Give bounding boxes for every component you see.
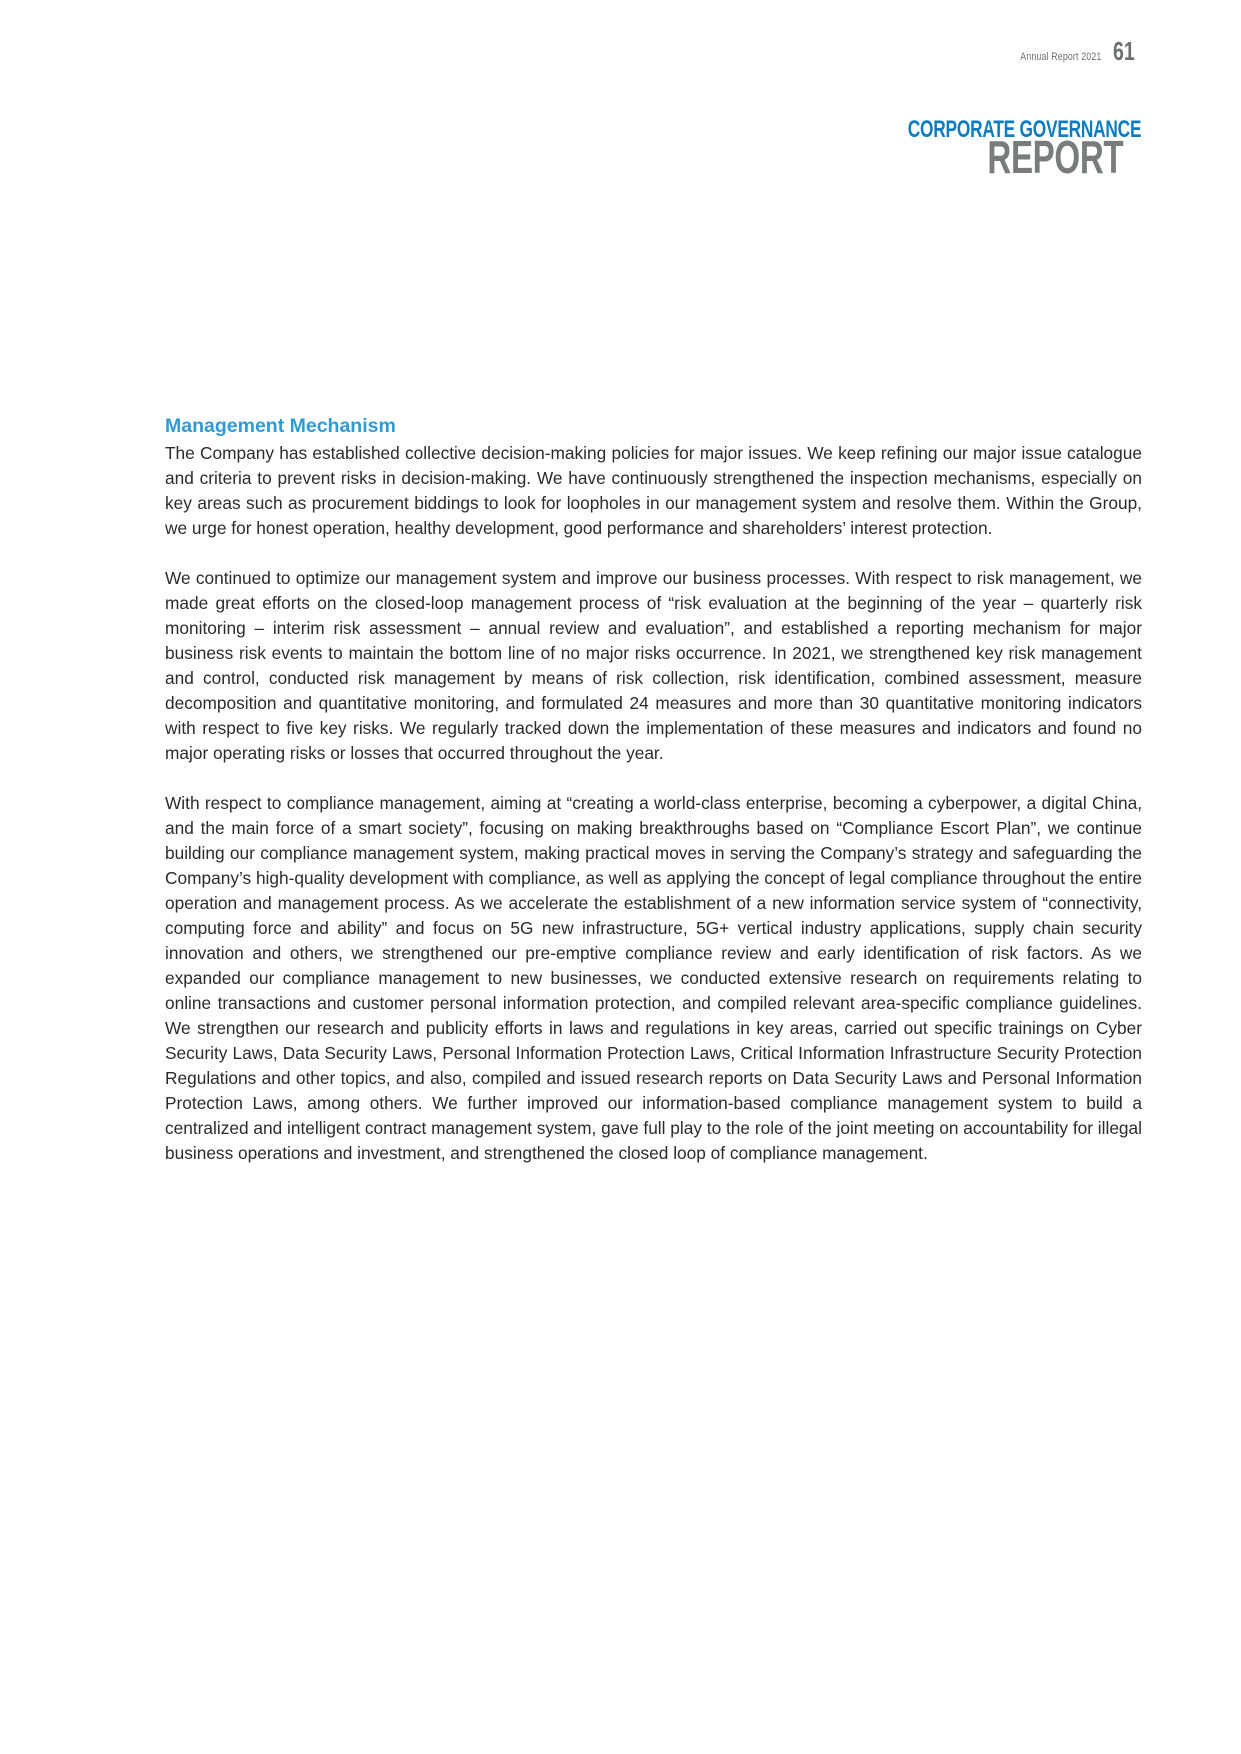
paragraph: We continued to optimize our management system and improve our business processes. With respect to risk management, we made great efforts on the closed-loop management process of “risk evaluation at the beginning of the year – quarterly risk monitoring – interim risk assessment – annual review and evaluation”, and established a reporting mechanism for major business risk events to maintain the bottom line of no major risks occurrence. In 2021, we strengthened key risk management and control, conducted risk management by means of risk collection, risk identification, combined assessment, measure decomposition and quantitative monitoring, and formulated 24 measures and more than 30 quantitative monitoring indicators with respect to five key risks. We regularly tracked down the implementation of these measures and indicators and found no major operating risks or losses that occurred throughout the year. (165, 568, 1142, 764)
page-number: 61 (1113, 36, 1135, 66)
main-content (165, 414, 1142, 1191)
paragraph: With respect to compliance management, aiming at “creating a world-class enterprise, becoming a cyberpower, a digital China, and the main force of a smart society”, focusing on making breakthroughs based on “Compliance Escort Plan”, we continue building our compliance management system, making practical moves in serving the Company’s strategy and safeguarding the Company’s high-quality development with compliance, as well as applying the concept of legal compliance throughout the entire operation and management process. As we accelerate the establishment of a new information service system of “connectivity, computing force and ability” and focus on 5G new infrastructure, 5G+ vertical industry applications, supply chain security innovation and others, we strengthened our pre-emptive compliance review and early identification of risk factors. As we expanded our compliance management to new businesses, we conducted extensive research on requirements relating to online transactions and customer personal information protection, and compiled relevant area-specific compliance guidelines. We strengthen our research and publicity efforts in laws and regulations in key areas, carried out specific trainings on Cyber Security Laws, Data Security Laws, Personal Information Protection Laws, Critical Information Infrastructure Security Protection Regulations and other topics, and also, compiled and issued research reports on Data Security Laws and Personal Information Protection Laws, among others. We further improved our information-based compliance management system to build a centralized and intelligent contract management system, gave full play to the role of the joint meeting on accountability for illegal business operations and investment, and strengthened the closed loop of compliance management. (165, 793, 1142, 1164)
paragraph: The Company has established collective decision-making policies for major issues. We keep refining our major issue catalogue and criteria to prevent risks in decision-making. We have continuously strengthened the inspection mechanisms, especially on key areas such as procurement biddings to look for loopholes in our management system and resolve them. Within the Group, we urge for honest operation, healthy development, good performance and shareholders’ interest protection. (165, 443, 1142, 539)
page-header (1000, 38, 1142, 64)
section-title-line1: CORPORATE GOVERNANCE (907, 116, 1141, 143)
report-label: Annual Report 2021 (1019, 51, 1102, 63)
section-title-line2: REPORT (987, 131, 1123, 183)
content-heading: Management Mechanism (165, 415, 396, 437)
section-title (817, 116, 1141, 183)
